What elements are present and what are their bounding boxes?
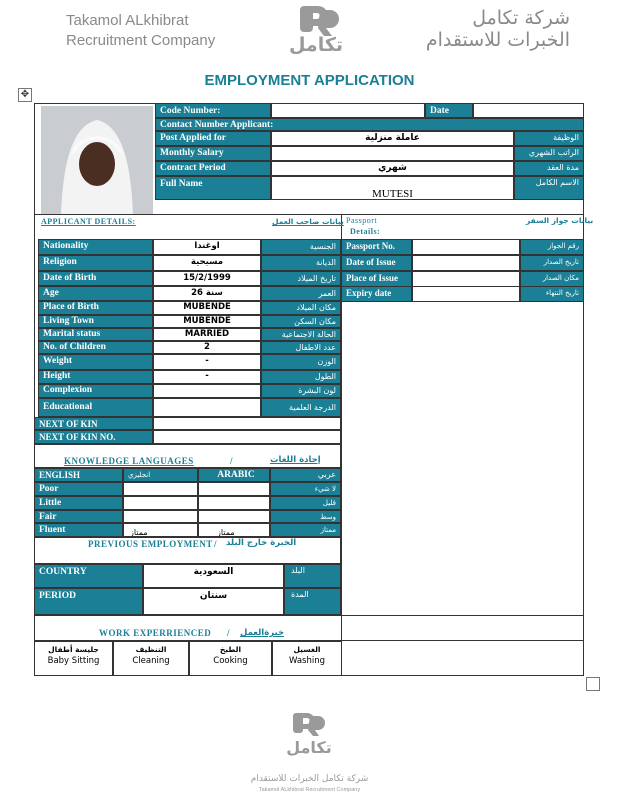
personal-label-ar: الوزن (261, 354, 341, 370)
previous-employment-title: PREVIOUS EMPLOYMENT (88, 539, 213, 549)
applicant-photo (41, 106, 153, 214)
work-item[interactable] (34, 641, 113, 676)
company-name-en-line2: Recruitment Company (66, 32, 216, 49)
personal-label: Marital status (38, 328, 153, 341)
full-name-label: Full Name (155, 176, 271, 200)
period-ar: المدة (284, 588, 341, 615)
monthly-salary-label: Monthly Salary (155, 146, 271, 161)
footer-company-ar: شركة تكامل الخبرات للاستقدام (250, 774, 369, 784)
work-item-ar: التنظيف (135, 645, 167, 654)
personal-label: Religion (38, 255, 153, 271)
post-applied-ar: الوظيفة (514, 131, 584, 146)
monthly-salary-value[interactable] (271, 146, 514, 161)
contract-period-ar: مدة العقد (514, 161, 584, 176)
personal-label: Date of Birth (38, 271, 153, 286)
passport-value[interactable] (412, 271, 520, 287)
personal-label-ar: عدد الاطفال (261, 341, 341, 354)
languages-title-ar: إجادة اللغات (270, 455, 321, 465)
country-label: COUNTRY (34, 564, 143, 588)
period-label: PERIOD (34, 588, 143, 615)
resize-handle[interactable] (586, 677, 600, 691)
passport-value[interactable] (412, 286, 520, 302)
passport-title-1: Passport (346, 216, 378, 225)
next-of-kin-label: NEXT OF KIN (34, 417, 153, 430)
passport-value[interactable] (412, 255, 520, 271)
footer-logo (279, 712, 339, 762)
passport-title-ar: بيانات جواز السفر (526, 216, 594, 225)
passport-label-ar: تاريخ النتهاء (520, 286, 584, 302)
work-item-ar: الغسيل (293, 645, 321, 654)
personal-value[interactable]: 2 (153, 341, 261, 354)
personal-label: Place of Birth (38, 301, 153, 315)
arabic-level-value[interactable] (198, 482, 270, 496)
personal-label: Weight (38, 354, 153, 370)
contact-number-label: Contact Number Applicant: (155, 118, 584, 131)
personal-value[interactable]: MUBENDE (153, 301, 261, 315)
country-ar: البلد (284, 564, 341, 588)
passport-title-2: Details: (350, 227, 381, 236)
code-number-field[interactable] (271, 103, 425, 118)
passport-label: Place of Issue (341, 271, 412, 287)
work-item[interactable] (189, 641, 272, 676)
personal-label: No. of Children (38, 341, 153, 354)
previous-employment-title-ar: الخبرة خارج البلد (226, 538, 297, 548)
table-move-handle-icon[interactable]: ✥ (18, 88, 32, 102)
english-level-value[interactable]: ممتاز (123, 523, 198, 537)
passport-label-ar: رقم الجواز (520, 239, 584, 255)
divider (341, 244, 342, 641)
divider (34, 214, 584, 215)
personal-label: Age (38, 286, 153, 301)
personal-label-ar: مكان السكن (261, 315, 341, 328)
contract-period-label: Contract Period (155, 161, 271, 176)
personal-label-ar: الحالة الاجتماعية (261, 328, 341, 341)
arabic-level-value[interactable] (198, 496, 270, 510)
personal-label: Complexion (38, 384, 153, 398)
english-header: ENGLISH (34, 468, 123, 482)
personal-label: Educational (38, 398, 153, 417)
work-experience-title-sep: / (227, 628, 231, 638)
work-experience-title-ar: خبرةالعمل (240, 628, 285, 638)
work-item-en: Baby Sitting (47, 656, 100, 666)
full-name-value[interactable]: MUTESI (271, 176, 514, 200)
personal-label-ar: تاريخ الميلاد (261, 271, 341, 286)
personal-label: Nationality (38, 239, 153, 255)
personal-label-ar: الجنسية (261, 239, 341, 255)
personal-label: Height (38, 370, 153, 384)
english-header-ar: انجليزي (123, 468, 198, 482)
personal-value[interactable]: MARRIED (153, 328, 261, 341)
personal-value[interactable]: 26 سنة (153, 286, 261, 301)
personal-value[interactable]: مسيحية (153, 255, 261, 271)
passport-label: Date of Issue (341, 255, 412, 271)
personal-label-ar: العمر (261, 286, 341, 301)
personal-value[interactable]: - (153, 354, 261, 370)
work-item-en: Cooking (213, 656, 248, 666)
logo-text-ar: تكامل (288, 34, 344, 56)
passport-label-ar: مكان الصدار (520, 271, 584, 287)
personal-value[interactable]: - (153, 370, 261, 384)
languages-title-sep: / (230, 456, 234, 466)
personal-value[interactable] (153, 384, 261, 398)
post-applied-label: Post Applied for (155, 131, 271, 146)
language-level-label: Little (34, 496, 123, 510)
language-level-label: Fair (34, 510, 123, 523)
work-item-en: Cleaning (132, 656, 170, 666)
language-level-ar: ممتاز (270, 523, 341, 537)
company-name-ar-line1: شركة تكامل (472, 7, 570, 29)
personal-label-ar: الديانة (261, 255, 341, 271)
personal-value[interactable]: اوغندا (153, 239, 261, 255)
next-of-kin-no-value[interactable] (153, 430, 341, 444)
country-value[interactable]: السعودية (143, 564, 284, 588)
work-item[interactable] (272, 641, 342, 676)
language-level-label: Poor (34, 482, 123, 496)
work-item-ar: الطبخ (219, 645, 242, 654)
code-number-label: Code Number: (155, 103, 271, 118)
personal-label-ar: لون البشرة (261, 384, 341, 398)
date-field[interactable] (473, 103, 584, 118)
company-logo (276, 4, 356, 60)
page-title: EMPLOYMENT APPLICATION (204, 72, 415, 89)
company-name-ar-line2: الخبرات للاستقدام (425, 29, 570, 51)
passport-label: Passport No. (341, 239, 412, 255)
footer-company-en: Takamol ALkhibrat Recruitment Company (258, 787, 361, 793)
full-name-ar: الاسم الكامل (514, 176, 584, 200)
languages-title: KNOWLEDGE LANGUAGES (64, 456, 194, 466)
language-level-label: Fluent (34, 523, 123, 537)
monthly-salary-ar: الراتب الشهري (514, 146, 584, 161)
language-level-ar: لا شيء (270, 482, 341, 496)
personal-value[interactable]: 15/2/1999 (153, 271, 261, 286)
post-applied-value[interactable]: عاملة منزلية (271, 131, 514, 146)
language-level-ar: وسط (270, 510, 341, 523)
footer-logo-text-ar: تكامل (286, 738, 332, 757)
personal-label: Living Town (38, 315, 153, 328)
personal-label-ar: مكان الميلاد (261, 301, 341, 315)
arabic-level-value[interactable] (198, 510, 270, 523)
personal-label-ar: الدرجة العلمية (261, 398, 341, 417)
personal-value[interactable] (153, 398, 261, 417)
english-level-value[interactable] (123, 510, 198, 523)
work-experience-title: WORK EXPERRIENCED (99, 628, 212, 638)
work-item-ar: جليسة أطفال (48, 645, 99, 654)
language-level-ar: قليل (270, 496, 341, 510)
arabic-header: ARABIC (198, 468, 270, 482)
next-of-kin-value[interactable] (153, 417, 341, 430)
work-item[interactable] (113, 641, 189, 676)
previous-employment-title-sep: / (214, 539, 218, 549)
english-level-value[interactable] (123, 496, 198, 510)
work-item-en: Washing (288, 656, 326, 666)
arabic-header-ar: عربي (270, 468, 341, 482)
applicant-details-title: APPLICANT DETAILS: (41, 217, 136, 226)
personal-value[interactable]: MUBENDE (153, 315, 261, 328)
company-name-en-line1: Takamol ALkhibrat (66, 12, 189, 29)
applicant-details-title-ar: بيانات صاحب العمل (272, 217, 344, 226)
period-value[interactable]: سنتان (143, 588, 284, 615)
passport-value[interactable] (412, 239, 520, 255)
next-of-kin-no-label: NEXT OF KIN NO. (34, 430, 153, 444)
passport-label: Expiry date (341, 286, 412, 302)
personal-label-ar: الطول (261, 370, 341, 384)
arabic-level-value[interactable]: ممتاز (198, 523, 270, 537)
date-label: Date (425, 103, 473, 118)
english-level-value[interactable] (123, 482, 198, 496)
contract-period-value[interactable]: شهري (271, 161, 514, 176)
passport-label-ar: تاريخ الصدار (520, 255, 584, 271)
